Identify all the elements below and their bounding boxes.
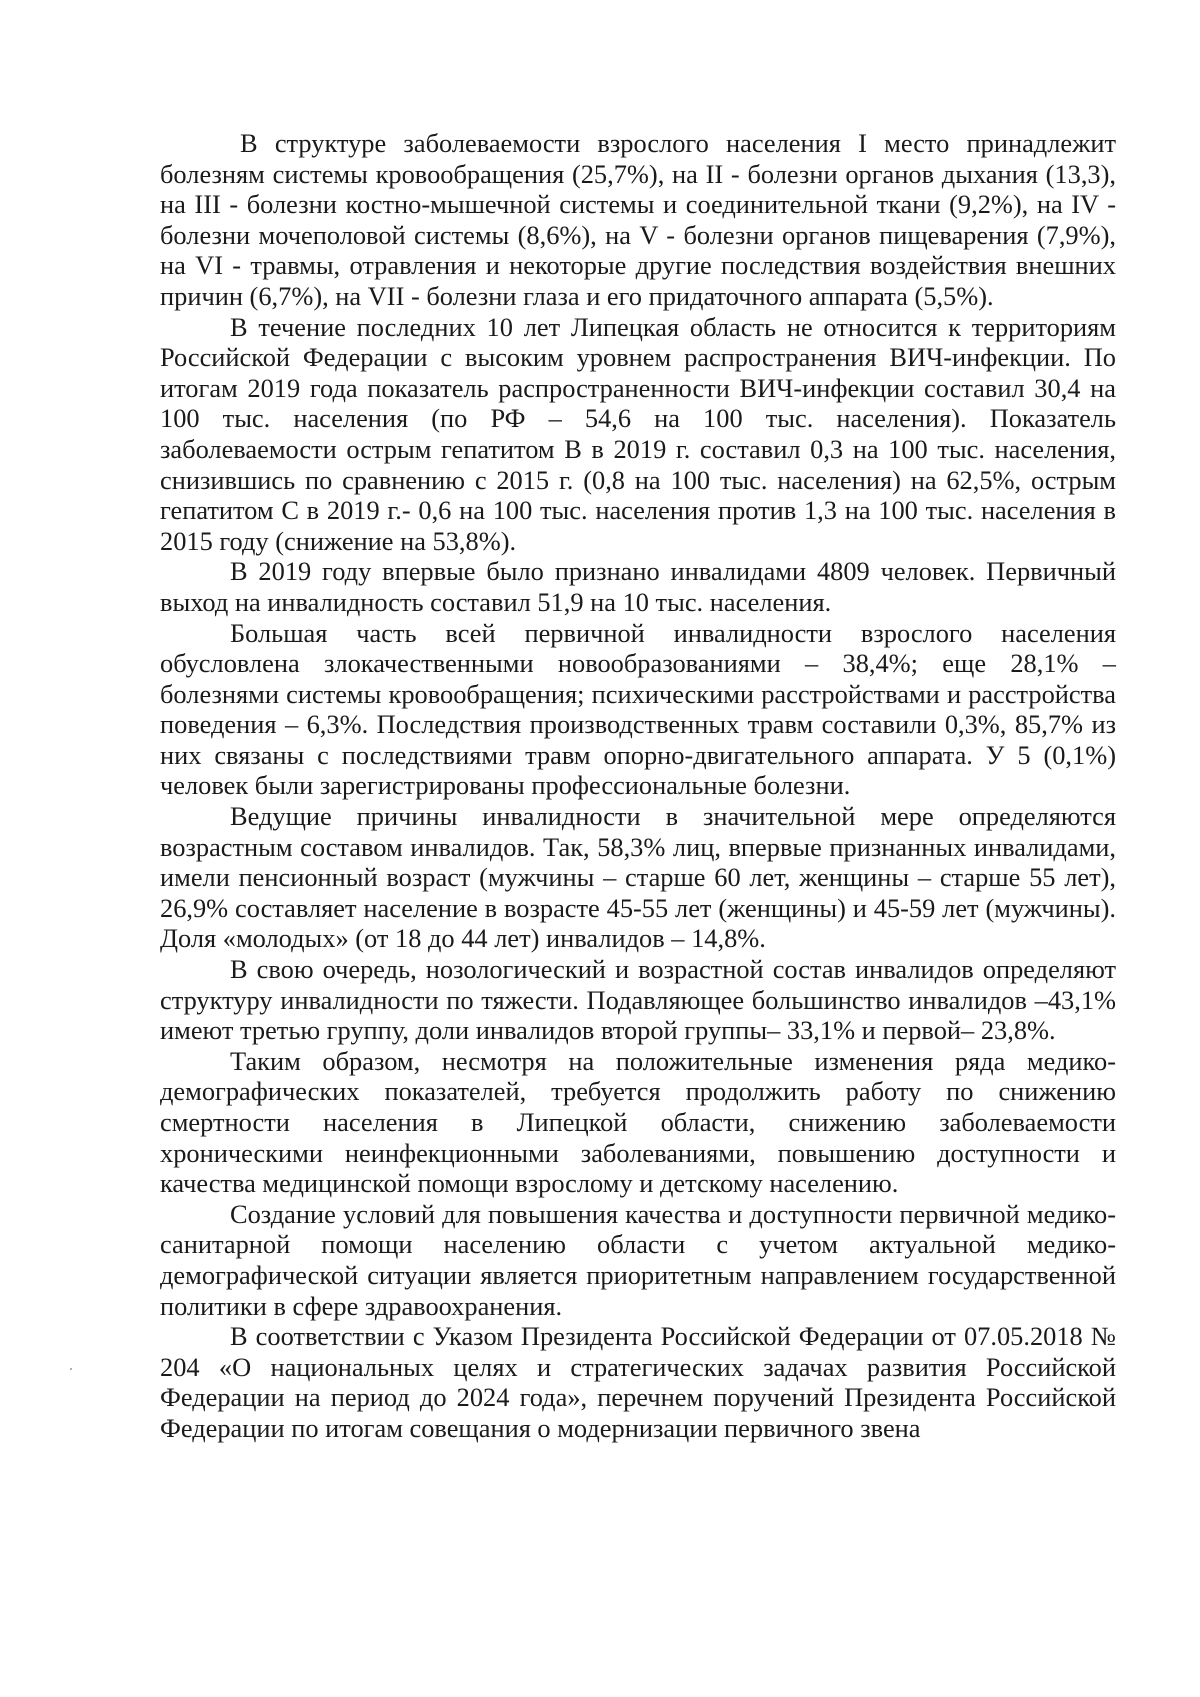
document-body: [160, 128, 1116, 1444]
paragraph-disability-causes: Большая часть всей первичной инвалидности взрослого населения обусловлена злокачественными новообразованиями – 38,4%; еще 28,1% – болезнями системы кровообращения; психическими расстройствами и расстройства поведения – 6,3%. Последствия производственных травм составили 0,3%, 85,7% из них связаны с последствиями травм опорно-двигательного аппарата. У 5 (0,1%) человек были зарегистрированы профессиональные болезни.: [160, 617, 1116, 801]
paragraph-primary-care: Создание условий для повышения качества и доступности первичной медико-санитарной помощи населению области с учетом актуальной медико-демографической ситуации является приоритетным направлением государственной политики в сфере здравоохранения.: [160, 1198, 1116, 1321]
paragraph-conclusion: Таким образом, несмотря на положительные изменения ряда медико-демографических показателей, требуется продолжить работу по снижению смертности населения в Липецкой области, снижению заболеваемости хроническими неинфекционными заболеваниями, повышению доступности и качества медицинской помощи взрослому и детскому населению.: [160, 1045, 1116, 1199]
scan-speck: [70, 1368, 72, 1370]
paragraph-disability-primary: В 2019 году впервые было признано инвалидами 4809 человек. Первичный выход на инвалидность составил 51,9 на 10 тыс. населения.: [160, 556, 1116, 617]
paragraph-disability-age: Ведущие причины инвалидности в значительной мере определяются возрастным составом инвалидов. Так, 58,3% лиц, впервые признанных инвалидами, имели пенсионный возраст (мужчины – старше 60 лет, женщины – старше 55 лет), 26,9% составляет население в возрасте 45-55 лет (женщины) и 45-59 лет (мужчины). Доля «молодых» (от 18 до 44 лет) инвалидов – 14,8%.: [160, 801, 1116, 954]
paragraph-presidential-decree: В соответствии с Указом Президента Российской Федерации от 07.05.2018 № 204 «О национальных целях и стратегических задачах развития Российской Федерации на период до 2024 года», перечнем поручений Президента Российской Федерации по итогам совещания о модернизации первичного звена: [160, 1321, 1116, 1443]
paragraph-morbidity-structure: В структуре заболеваемости взрослого населения I место принадлежит болезням системы кровообращения (25,7%), на II - болезни органов дыхания (13,3), на III - болезни костно-мышечной системы и соединительной ткани (9,2%), на IV - болезни мочеполовой системы (8,6%), на V - болезни органов пищеварения (7,9%), на VI - травмы, отравления и некоторые другие последствия воздействия внешних причин (6,7%), на VII - болезни глаза и его придаточного аппарата (5,5%).: [160, 128, 1116, 311]
paragraph-hiv-hepatitis: В течение последних 10 лет Липецкая область не относится к территориям Российской Федерации с высоким уровнем распространения ВИЧ-инфекции. По итогам 2019 года показатель распространенности ВИЧ-инфекции составил 30,4 на 100 тыс. населения (по РФ – 54,6 на 100 тыс. населения). Показатель заболеваемости острым гепатитом В в 2019 г. составил 0,3 на 100 тыс. населения, снизившись по сравнению с 2015 г. (0,8 на 100 тыс. населения) на 62,5%, острым гепатитом С в 2019 г.- 0,6 на 100 тыс. населения против 1,3 на 100 тыс. населения в 2015 году (снижение на 53,8%).: [160, 311, 1116, 556]
paragraph-disability-severity: В свою очередь, нозологический и возрастной состав инвалидов определяют структуру инвалидности по тяжести. Подавляющее большинство инвалидов –43,1% имеют третью группу, доли инвалидов второй группы– 33,1% и первой– 23,8%.: [160, 954, 1116, 1046]
